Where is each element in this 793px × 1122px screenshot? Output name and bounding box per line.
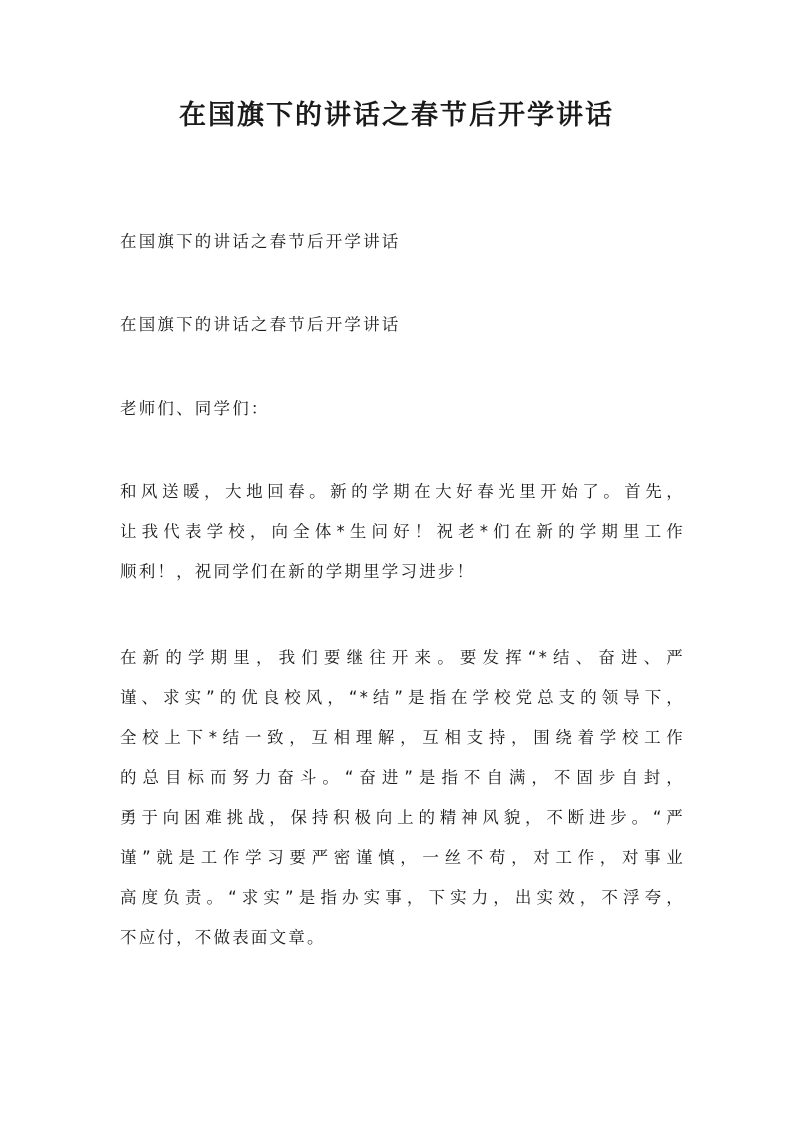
paragraph-2-line: 的总目标而努力奋斗。“奋进”是指不自满，不固步自封， [120,768,685,787]
paragraph-1-line: 和风送暖，大地回春。新的学期在大好春光里开始了。首先， [120,482,685,501]
paragraph-2-line: 不应付，不做表面文章。 [120,928,326,947]
greeting [120,389,685,429]
subtitle-line-1 [120,222,685,262]
paragraph-2 [120,638,685,958]
document-title: 在国旗下的讲话之春节后开学讲话 [179,100,614,131]
paragraph-2-line: 高度负责。“求实”是指办实事，下实力，出实效，不浮夸， [120,888,685,907]
greeting-text: 老师们、同学们： [120,399,270,418]
paragraph-2-line: 勇于向困难挑战，保持积极向上的精神风貌，不断进步。“严 [120,808,685,827]
paragraph-2-line: 在新的学期里，我们要继往开来。要发挥“*结、奋进、严 [120,648,685,667]
paragraph-1 [120,472,685,592]
subtitle-text-2: 在国旗下的讲话之春节后开学讲话 [120,315,401,334]
paragraph-2-line: 谨”就是工作学习要严密谨慎，一丝不苟，对工作，对事业 [120,848,685,867]
paragraph-2-line: 全校上下*结一致，互相理解，互相支持，围绕着学校工作 [120,728,685,747]
subtitle-line-2 [120,305,685,345]
paragraph-2-line: 谨、求实”的优良校风，“*结”是指在学校党总支的领导下， [120,688,685,707]
paragraph-1-line: 让我代表学校，向全体*生问好！祝老*们在新的学期里工作 [120,522,685,541]
subtitle-text-1: 在国旗下的讲话之春节后开学讲话 [120,232,401,251]
paragraph-1-line: 顺利！，祝同学们在新的学期里学习进步！ [120,562,476,581]
